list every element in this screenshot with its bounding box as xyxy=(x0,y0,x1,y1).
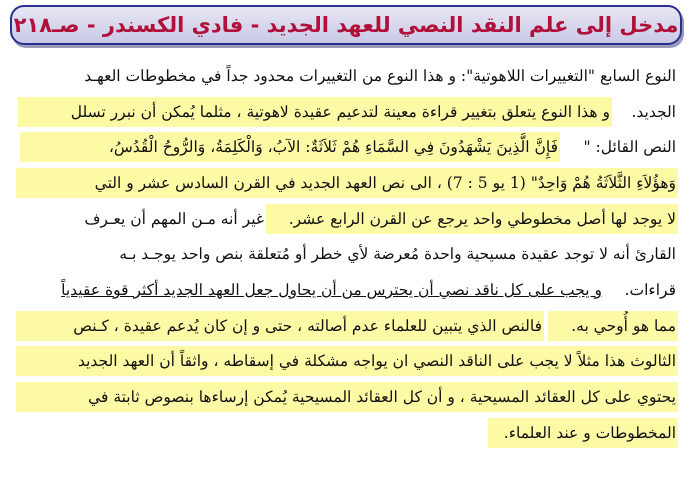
text-segment: النص القائل: " xyxy=(583,138,676,157)
text-line-7 xyxy=(16,272,678,308)
text-line-6 xyxy=(16,236,678,272)
text-line-11 xyxy=(16,415,678,451)
highlighted-segment: و هذا النوع يتعلق بتغيير قراءة معينة لتدعيم عقيدة لاهوتية ، مثلما يُمكن أن نبرر تسلل xyxy=(18,97,612,127)
highlighted-segment: لا يوجد لها أصل مخطوطي واحد يرجع عن القرن الرابع عشر. xyxy=(266,204,678,234)
document-body xyxy=(16,58,678,451)
text-segment: قراءات. xyxy=(624,280,676,299)
underlined-segment: و يجب على كل ناقد نصي أن يحترس من أن يحاول جعل العهد الجديد أكثر قوة عقيدياً xyxy=(61,280,602,299)
highlighted-segment: يحتوي على كل العقائد المسيحية ، و أن كل العقائد المسيحية يُمكن إرساءها بنصوص ثابتة في xyxy=(16,382,678,412)
text-segment: النوع السابع "التغييرات اللاهوتية": و هذا النوع من التغييرات محدود جداً في مخطوطات العهـد xyxy=(84,66,676,85)
text-line-8 xyxy=(16,308,678,344)
highlighted-segment: المخطوطات و عند العلماء. xyxy=(488,418,678,448)
page-header-title: مدخل إلى علم النقد النصي للعهد الجديد - فادي الكسندر - صـ٢١٨ xyxy=(13,13,679,37)
text-line-9 xyxy=(16,344,678,380)
text-line-10 xyxy=(16,379,678,415)
text-line-3 xyxy=(16,129,678,165)
text-line-1 xyxy=(16,58,678,94)
text-line-2 xyxy=(16,94,678,130)
highlighted-segment: فالنص الذي يتبين للعلماء عدم أصالته ، حتى و إن كان يُدعم عقيدة ، كـنص xyxy=(16,311,544,341)
text-segment: غير أنه مـن المهم أن يعـرف xyxy=(84,209,264,228)
highlighted-quote: فَإِنَّ الَّذِينَ يَشْهَدُونَ فِي السَّمَاءِ هُمْ ثَلاَثَةٌ: الآبُ، وَالْكَلِمَةُ، وَالرُّوحُ الْقُدُسُ، xyxy=(20,132,560,162)
highlighted-segment: مما هو أُوحي به. xyxy=(548,311,678,341)
text-segment: القارئ أنه لا توجد عقيدة مسيحية واحدة مُعرضة لأي خطر أو مُتعلقة بنص واحد يوجـد بـه xyxy=(119,245,676,264)
text-line-4 xyxy=(16,165,678,201)
text-line-5 xyxy=(16,201,678,237)
highlighted-quote: وَهؤُلاَءِ الثَّلاَثَةُ هُمْ وَاحِدٌ" (1 يو 5 : 7) ، الى نص العهد الجديد في القرن السادس عشر و التي xyxy=(16,168,678,198)
highlighted-segment: الثالوث هذا مثلاً لا يجب على الناقد النصي ان يواجه مشكلة في إسقاطه ، واثقاً أن العهد الجديد xyxy=(16,346,678,376)
text-segment: الجديد. xyxy=(631,102,676,121)
page-header-banner xyxy=(10,5,682,45)
